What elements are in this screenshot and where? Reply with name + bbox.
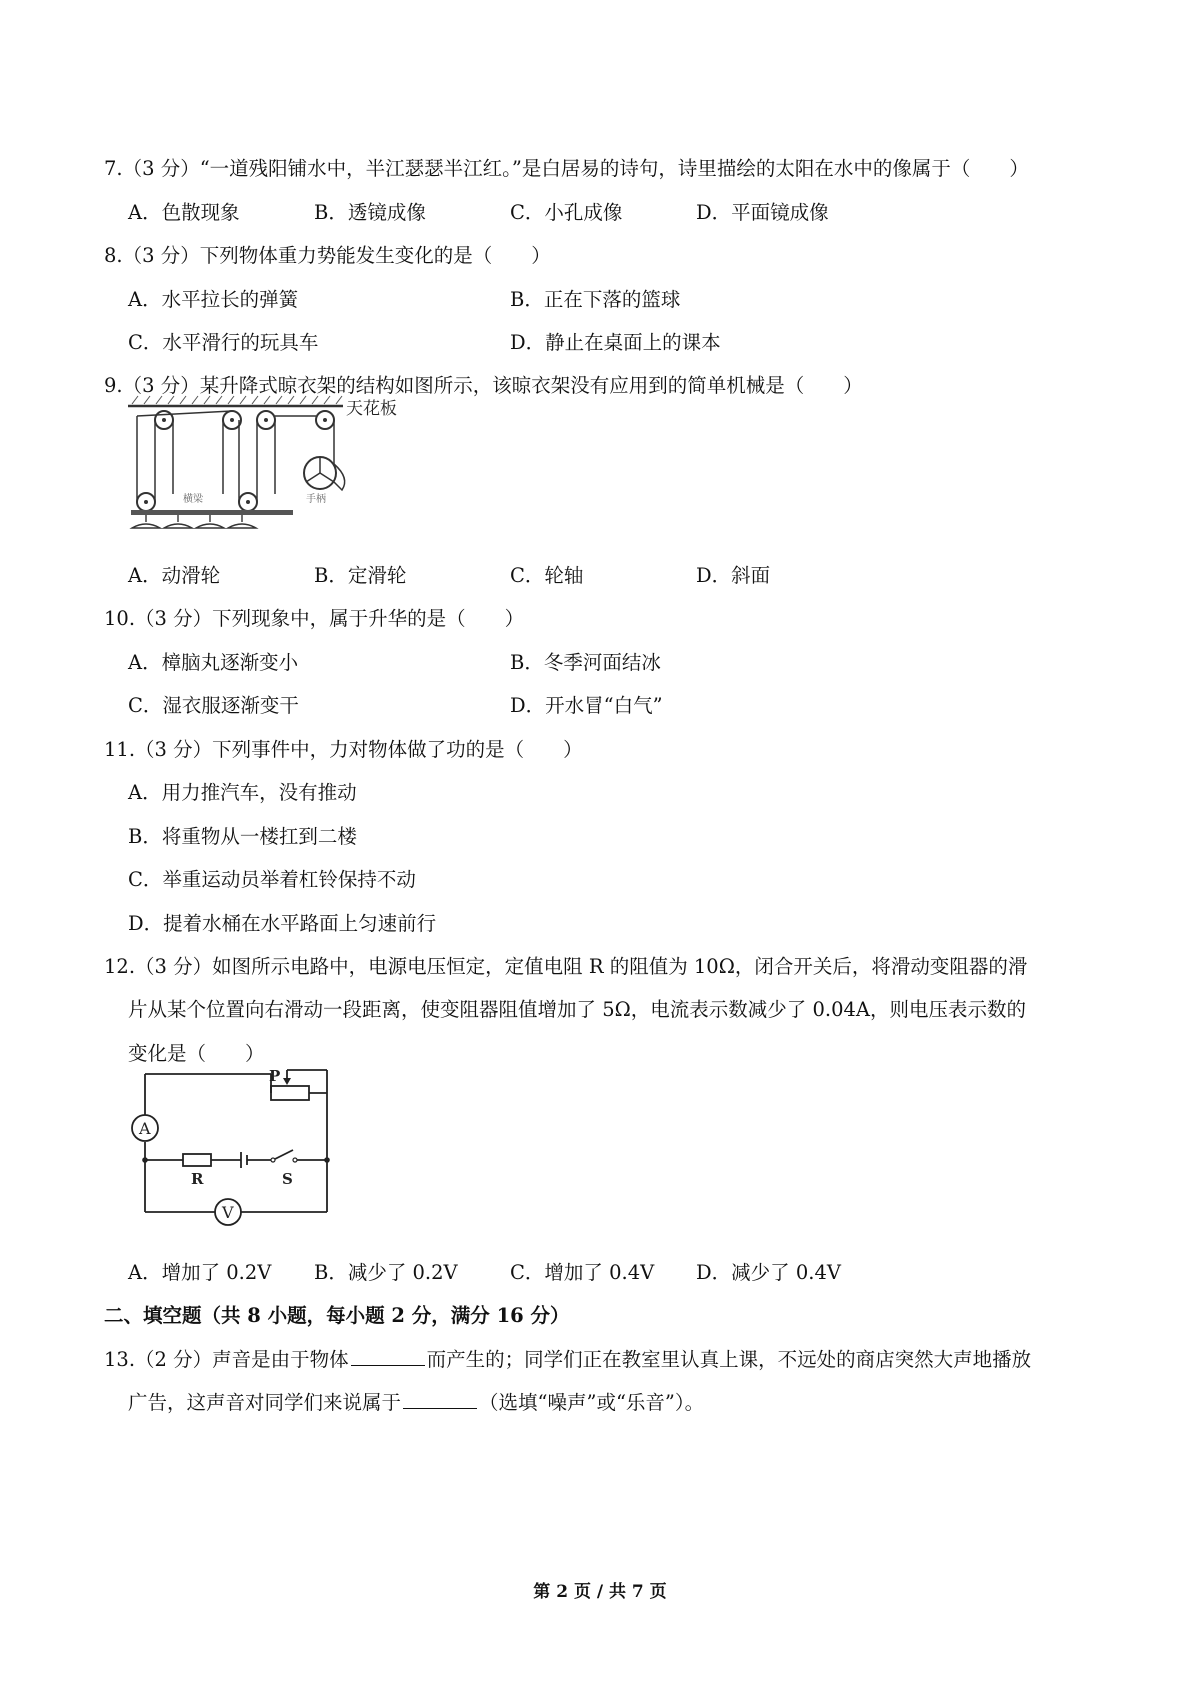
page-footer: 第 2 页 / 共 7 页: [533, 1582, 667, 1602]
q9-stem: 9.（3 分）某升降式晾衣架的结构如图所示，该晾衣架没有应用到的简单机械是（ ）: [104, 374, 863, 397]
q10-option-a: A．樟脑丸逐渐变小: [128, 651, 299, 674]
q7-option-d: D．平面镜成像: [696, 201, 829, 224]
q12-stem-line-2: 片从某个位置向右滑动一段距离，使变阻器阻值增加了 5Ω，电流表示数减少了 0.04A，则电压表示数的: [128, 998, 1026, 1021]
q13-line-1-a: 13.（2 分）声音是由于物体: [104, 1348, 349, 1371]
q7-stem: 7.（3 分）“一道残阳铺水中，半江瑟瑟半江红。”是白居易的诗句，诗里描绘的太阳在水中的像属于（ ）: [104, 157, 1029, 180]
q11-option-a: A．用力推汽车，没有推动: [128, 781, 357, 804]
ceiling-label: 天花板: [346, 399, 397, 419]
q12-option-a: A．增加了 0.2V: [128, 1261, 272, 1284]
q10-option-b: B．冬季河面结冰: [510, 651, 661, 674]
q11-stem: 11.（3 分）下列事件中，力对物体做了功的是（ ）: [104, 738, 583, 761]
q10-option-c: C．湿衣服逐渐变干: [128, 694, 299, 717]
switch-s-label: S: [282, 1170, 293, 1188]
q13-blank-1[interactable]: [351, 1347, 425, 1366]
q11-option-c: C．举重运动员举着杠铃保持不动: [128, 868, 416, 891]
q7-option-a: A．色散现象: [128, 201, 240, 224]
q8-option-c: C．水平滑行的玩具车: [128, 331, 319, 354]
q8-option-d: D．静止在桌面上的课本: [510, 331, 721, 354]
q7-option-b: B．透镜成像: [314, 201, 426, 224]
handle-label: 手柄: [306, 494, 326, 505]
q13-line-2: [128, 1389, 704, 1417]
q8-stem: 8.（3 分）下列物体重力势能发生变化的是（ ）: [104, 244, 551, 267]
voltmeter-label: V: [222, 1203, 234, 1222]
q10-option-d: D．开水冒“白气”: [510, 694, 663, 717]
section-2-title: 二、填空题（共 8 小题，每小题 2 分，满分 16 分）: [104, 1304, 570, 1327]
pole-label: 横梁: [183, 494, 203, 505]
q7-option-c: C．小孔成像: [510, 201, 623, 224]
q9-option-a: A．动滑轮: [128, 564, 221, 587]
q9-option-d: D．斜面: [696, 564, 771, 587]
ammeter-label: A: [139, 1119, 151, 1138]
rheostat-p-label: P: [269, 1067, 281, 1085]
q8-option-a: A．水平拉长的弹簧: [128, 288, 299, 311]
q9-option-b: B．定滑轮: [314, 564, 407, 587]
q9-option-c: C．轮轴: [510, 564, 584, 587]
q13-line-2-a: 广告，这声音对同学们来说属于: [128, 1391, 402, 1414]
q13-blank-2[interactable]: [403, 1390, 477, 1409]
q13-line-1: [104, 1346, 1031, 1374]
q11-option-d: D．提着水桶在水平路面上匀速前行: [128, 912, 437, 935]
q8-option-b: B．正在下落的篮球: [510, 288, 681, 311]
q12-option-b: B．减少了 0.2V: [314, 1261, 458, 1284]
q10-stem: 10.（3 分）下列现象中，属于升华的是（ ）: [104, 607, 525, 630]
q12-circuit-figure: [125, 1068, 345, 1230]
q12-option-d: D．减少了 0.4V: [696, 1261, 841, 1284]
q13-line-1-b: 而产生的；同学们正在教室里认真上课，不远处的商店突然大声地播放: [426, 1348, 1032, 1371]
q12-stem-line-1: 12.（3 分）如图所示电路中，电源电压恒定，定值电阻 R 的阻值为 10Ω，闭合开关后，将滑动变阻器的滑: [104, 955, 1028, 978]
resistor-r-label: R: [191, 1170, 204, 1188]
q13-line-2-b: （选填“噪声”或“乐音”）。: [479, 1391, 705, 1414]
q9-clothes-rack-figure: [128, 394, 408, 544]
q11-option-b: B．将重物从一楼扛到二楼: [128, 825, 357, 848]
q12-option-c: C．增加了 0.4V: [510, 1261, 655, 1284]
q12-stem-line-3: 变化是（ ）: [128, 1042, 265, 1065]
